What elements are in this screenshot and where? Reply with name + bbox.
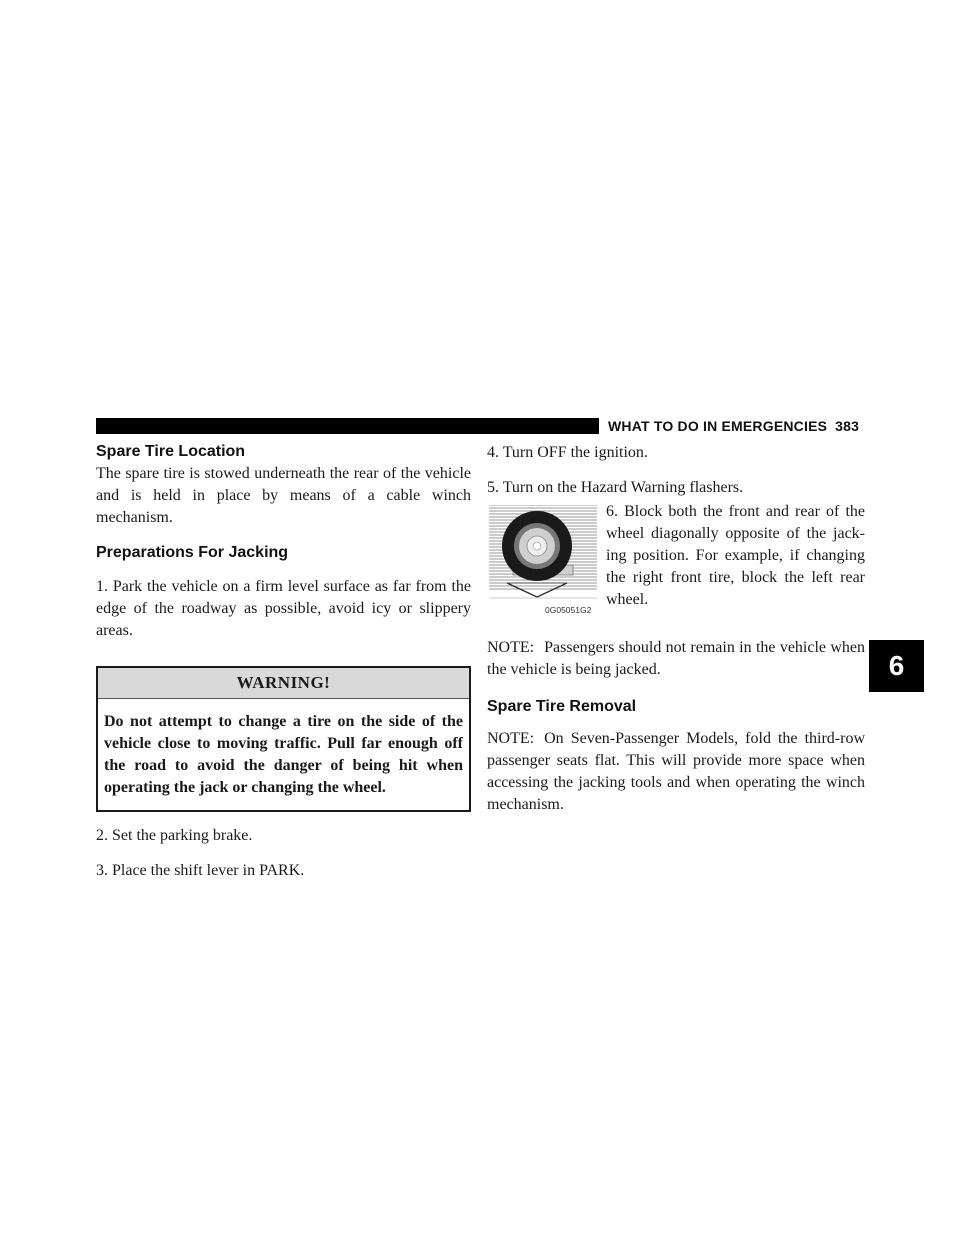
section-title: WHAT TO DO IN EMERGENCIES	[608, 418, 828, 434]
header-bar	[96, 418, 599, 434]
step-4: 4. Turn OFF the ignition.	[487, 444, 648, 461]
step-3: 3. Place the shift lever in PARK.	[96, 862, 305, 879]
spare-location-text: The spare tire is stowed underneath the rear of the vehicle and is held in place by means of a cable winch mechanism.	[96, 465, 471, 526]
warning-box	[96, 666, 471, 812]
note-2-text: On Seven-Passenger Models, fold the third-row passenger seats flat. This will provide more space when accessing the jacking tools and when operating the winch mechanism.	[487, 730, 865, 813]
note-2	[487, 728, 865, 816]
warning-text: Do not attempt to change a tire on the side of the vehicle close to moving traffic. Pull far enough off the road to avoid the danger of being hit when operating the jack or changing the wheel.	[104, 713, 463, 796]
note-1	[487, 637, 865, 681]
figure-code: 0G05051G2	[545, 605, 592, 615]
chapter-tab	[869, 640, 924, 692]
warning-title: WARNING!	[98, 668, 469, 699]
right-column	[487, 442, 865, 816]
wheel-chock-figure	[487, 501, 599, 617]
step-6: 6. Block both the front and rear of the wheel diagonally opposite of the jack- ing position. For example, if changing the right front tire, block the left rear wheel.	[606, 503, 865, 608]
left-column	[96, 442, 471, 882]
page-number: 383	[835, 418, 860, 434]
step-1: 1. Park the vehicle on a firm level surface as far from the edge of the roadway as possible, avoid icy or slippery areas.	[96, 578, 471, 639]
note-1-text: Passengers should not remain in the vehicle when the vehicle is being jacked.	[487, 639, 865, 678]
chapter-number: 6	[888, 650, 905, 681]
note-1-label: NOTE:	[487, 639, 535, 656]
header-title	[608, 418, 859, 435]
figure-row	[487, 501, 865, 623]
step-2: 2. Set the parking brake.	[96, 827, 253, 844]
note-2-label: NOTE:	[487, 730, 535, 747]
removal-heading: Spare Tire Removal	[487, 698, 637, 715]
spare-location-heading: Spare Tire Location	[96, 443, 246, 460]
jacking-heading: Preparations For Jacking	[96, 544, 289, 561]
step-5: 5. Turn on the Hazard Warning flashers.	[487, 479, 744, 496]
